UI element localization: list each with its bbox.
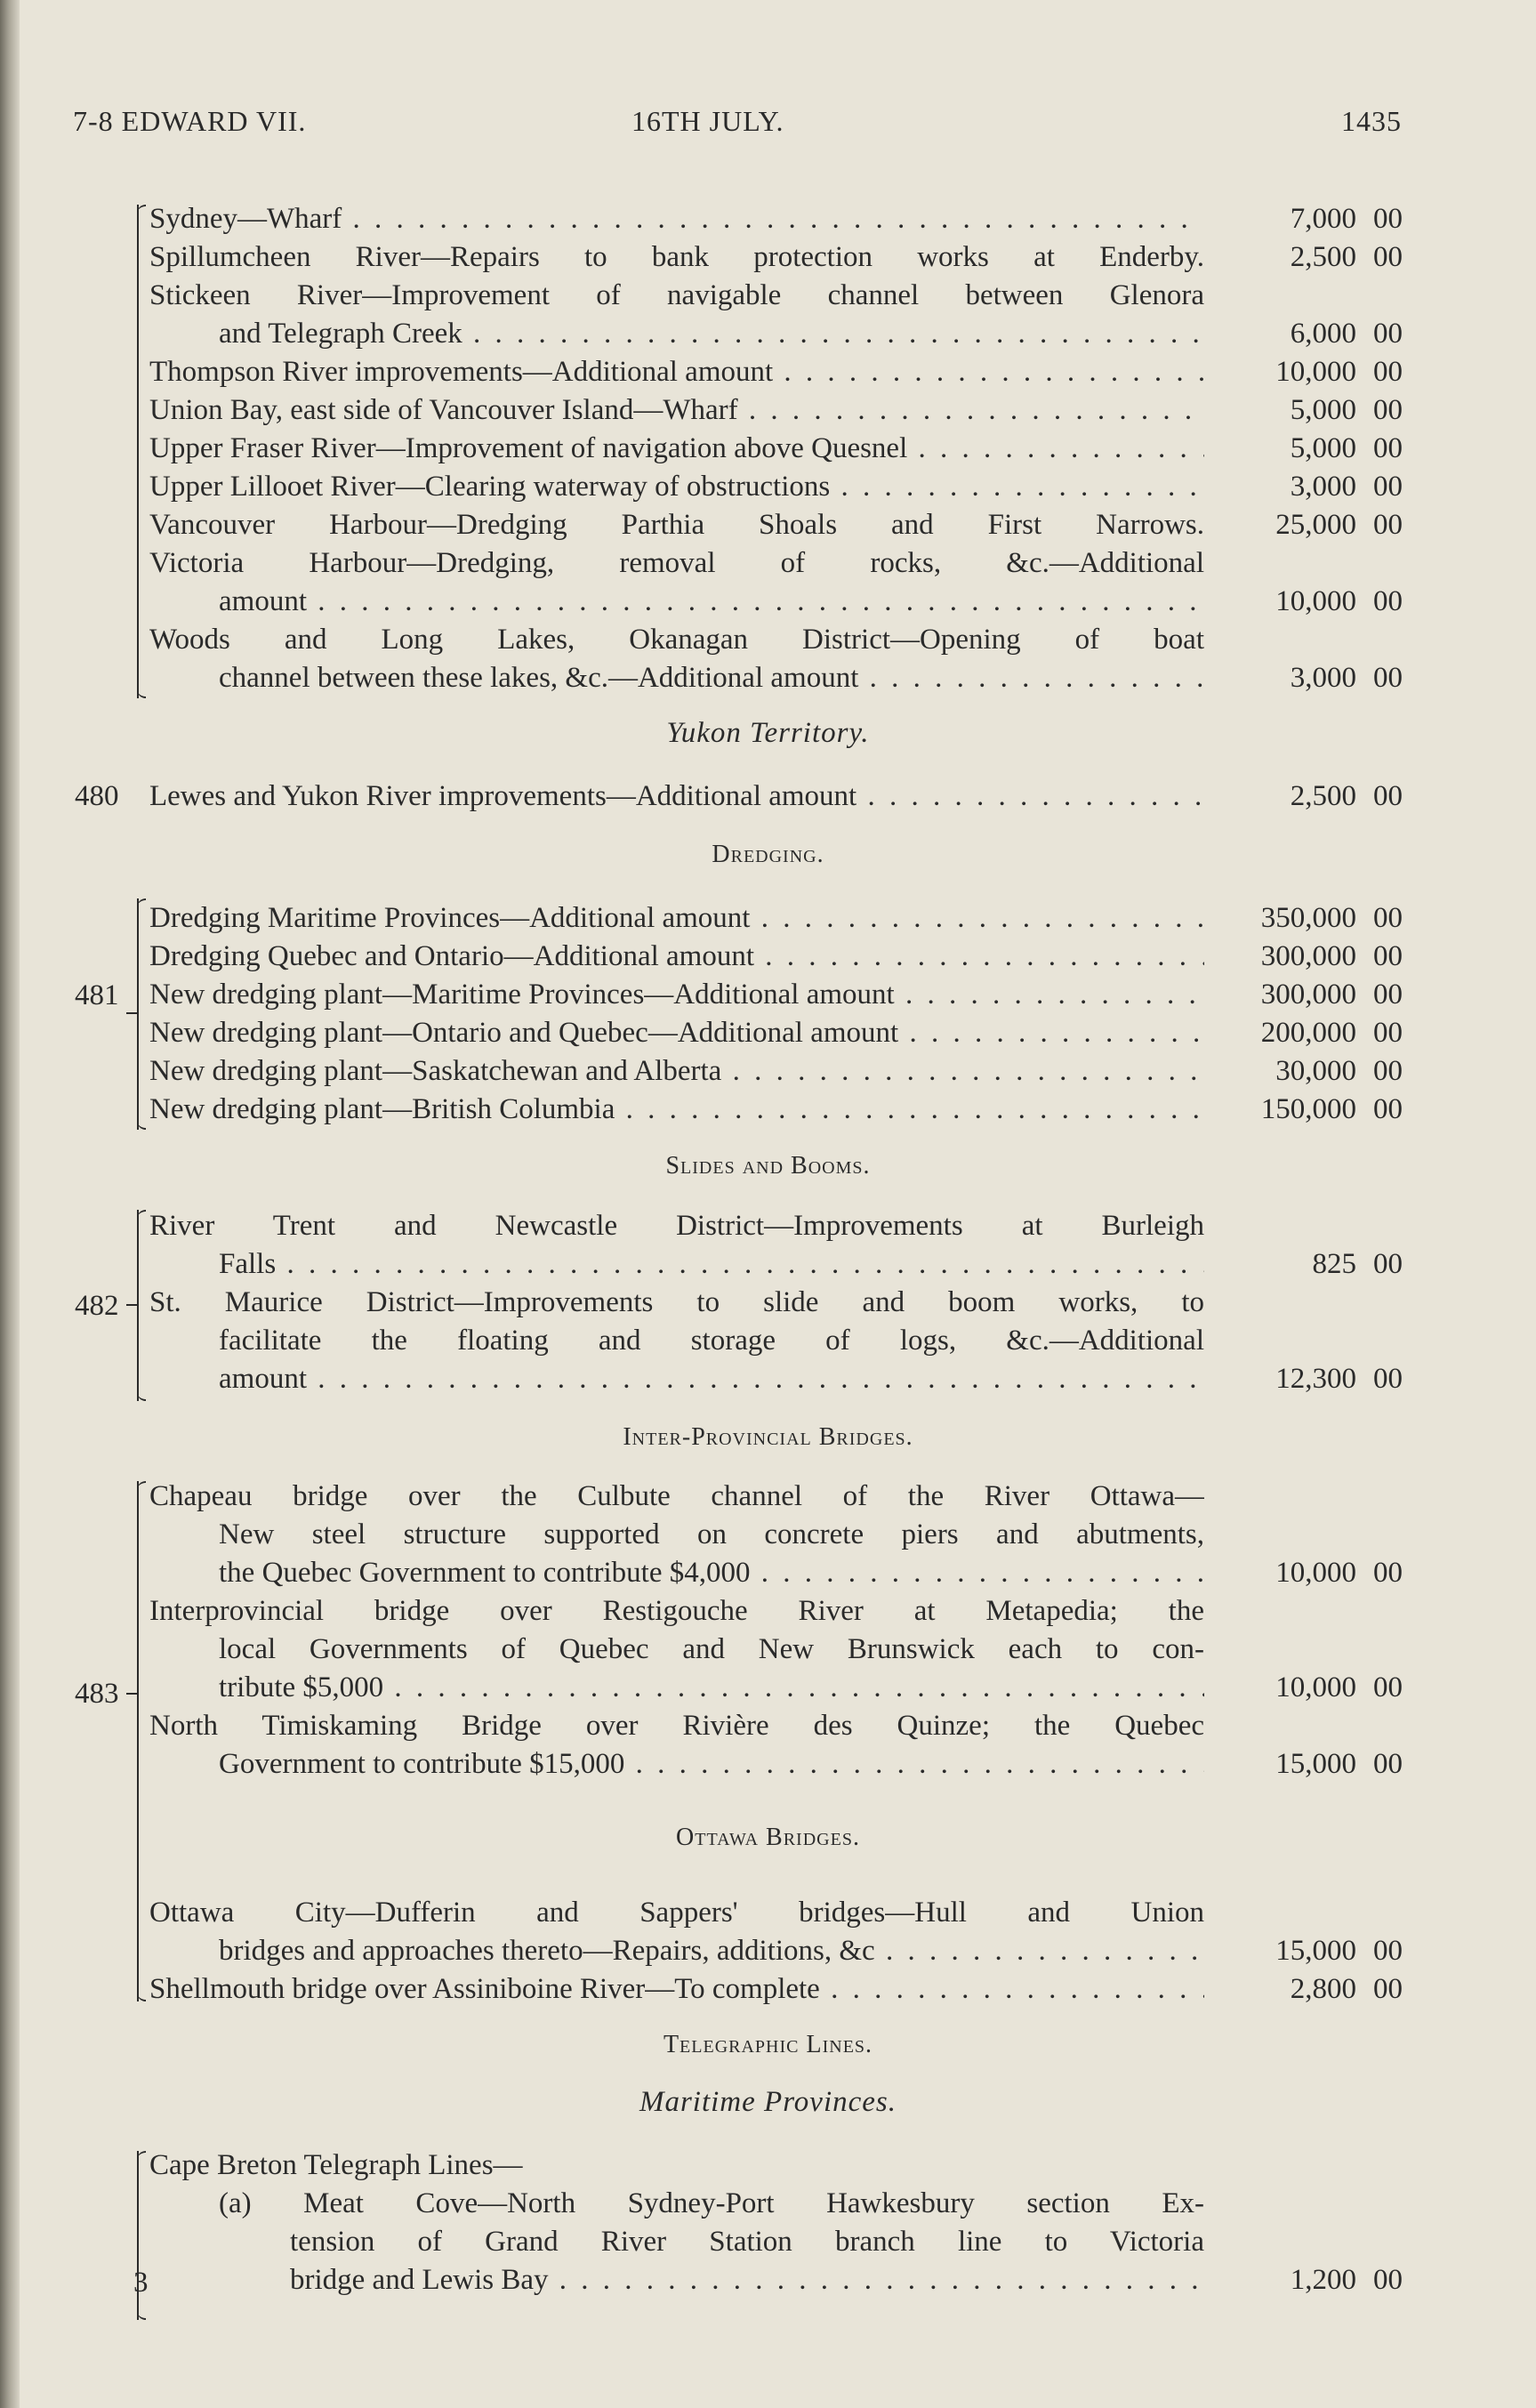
item-cents: 00 — [1373, 318, 1403, 350]
table-row — [0, 937, 1536, 976]
table-row — [0, 2184, 1536, 2223]
item-cents: 00 — [1373, 432, 1403, 464]
table-row — [0, 1591, 1536, 1631]
item-description: Vancouver Harbour—Dredging Parthia Shoals and First Narrows. — [149, 509, 1204, 541]
item-cents: 00 — [1373, 2264, 1403, 2296]
table-row — [0, 544, 1536, 583]
header-date: 16TH JULY. — [631, 105, 784, 137]
item-description: facilitate the floating and storage of logs, &c.—Additional — [219, 1325, 1204, 1357]
item-description: Ottawa City—Dufferin and Sappers' bridges—Hull and Union — [149, 1897, 1204, 1929]
table-row — [0, 1706, 1536, 1745]
item-amount: 15,000 — [1275, 1748, 1356, 1780]
vote-number: 480 — [75, 780, 119, 812]
item-amount: 2,500 — [1290, 241, 1356, 273]
vote-number: 482 — [75, 1290, 119, 1322]
table-row — [0, 1515, 1536, 1554]
item-cents: 00 — [1373, 1671, 1403, 1703]
table-row — [0, 777, 1536, 816]
item-amount: 3,000 — [1290, 471, 1356, 503]
item-cents: 00 — [1373, 902, 1403, 934]
section-title-telegraph: Telegraphic Lines. — [663, 2031, 873, 2058]
item-description: Thompson River improvements—Additional amount . . . — [149, 352, 1204, 391]
section-title-slides: Slides and Booms. — [665, 1152, 871, 1180]
item-amount: 6,000 — [1290, 318, 1356, 350]
item-amount: 15,000 — [1275, 1935, 1356, 1967]
table-row — [0, 1244, 1536, 1284]
item-description: Upper Lillooet River—Clearing waterway of obstructions . . . — [149, 467, 1204, 506]
item-amount: 3,000 — [1290, 662, 1356, 694]
item-amount: 10,000 — [1275, 356, 1356, 388]
item-cents: 00 — [1373, 509, 1403, 541]
table-row — [0, 2146, 1536, 2185]
item-amount: 7,000 — [1290, 203, 1356, 235]
table-row — [0, 429, 1536, 468]
item-description: New steel structure supported on concrete piers and abutments, — [219, 1518, 1204, 1550]
table-row — [0, 582, 1536, 621]
vote-number: 481 — [75, 979, 119, 1011]
item-amount: 200,000 — [1260, 1017, 1356, 1049]
item-cents: 00 — [1373, 1017, 1403, 1049]
item-description: the Quebec Government to contribute $4,000 . . . — [219, 1553, 1204, 1592]
item-description: tribute $5,000 . . . — [219, 1668, 1204, 1707]
table-row — [0, 1553, 1536, 1592]
table-row — [0, 1283, 1536, 1322]
page-number: 1435 — [1341, 105, 1402, 137]
section-title-interprovincial: Inter-Provincial Bridges. — [623, 1423, 913, 1451]
item-cents: 00 — [1373, 979, 1403, 1011]
item-description: and Telegraph Creek . . . — [219, 314, 1204, 353]
table-row — [0, 1013, 1536, 1052]
section-title-dredging: Dredging. — [712, 841, 824, 868]
item-description: Victoria Harbour—Dredging, removal of rocks, &c.—Additional — [149, 547, 1204, 579]
table-row — [0, 1893, 1536, 1932]
item-description: St. Maurice District—Improvements to slide and boom works, to — [149, 1286, 1204, 1318]
table-row — [0, 1668, 1536, 1707]
item-description: Upper Fraser River—Improvement of navigation above Quesnel . . . — [149, 429, 1204, 468]
table-row — [0, 898, 1536, 938]
item-amount: 5,000 — [1290, 394, 1356, 426]
item-amount: 1,200 — [1290, 2264, 1356, 2296]
item-cents: 00 — [1373, 471, 1403, 503]
item-cents: 00 — [1373, 662, 1403, 694]
signature-mark: 3 — [133, 2267, 149, 2299]
table-row — [0, 1321, 1536, 1360]
item-description: New dredging plant—Saskatchewan and Alberta . . . — [149, 1051, 1204, 1091]
item-amount: 300,000 — [1260, 940, 1356, 972]
item-amount: 5,000 — [1290, 432, 1356, 464]
table-row — [0, 1206, 1536, 1245]
item-amount: 2,500 — [1290, 780, 1356, 812]
item-description: New dredging plant—British Columbia . . . — [149, 1090, 1204, 1129]
item-amount: 10,000 — [1275, 1671, 1356, 1703]
table-row — [0, 391, 1536, 430]
item-amount: 12,300 — [1275, 1363, 1356, 1395]
item-description: Spillumcheen River—Repairs to bank protection works at Enderby. — [149, 241, 1204, 273]
item-description: River Trent and Newcastle District—Improvements at Burleigh — [149, 1210, 1204, 1242]
table-row — [0, 975, 1536, 1014]
item-description: amount . . . — [219, 582, 1204, 621]
item-description: Dredging Maritime Provinces—Additional amount . . . — [149, 898, 1204, 938]
item-cents: 00 — [1373, 780, 1403, 812]
item-description: Government to contribute $15,000 . . . — [219, 1744, 1204, 1784]
item-description: bridges and approaches thereto—Repairs, additions, &c . . . — [219, 1931, 1204, 1970]
item-cents: 00 — [1373, 1248, 1403, 1280]
header-session: 7-8 EDWARD VII. — [73, 105, 307, 137]
item-amount: 25,000 — [1275, 509, 1356, 541]
item-description: Falls . . . — [219, 1244, 1204, 1284]
item-description: Shellmouth bridge over Assiniboine River—To complete . . . — [149, 1969, 1204, 2009]
item-description: Lewes and Yukon River improvements—Additional amount . . . — [149, 777, 1204, 816]
item-description: Cape Breton Telegraph Lines— — [149, 2149, 523, 2181]
item-amount: 300,000 — [1260, 979, 1356, 1011]
table-row — [0, 1477, 1536, 1516]
item-description: North Timiskaming Bridge over Rivière des Quinze; the Quebec — [149, 1710, 1204, 1742]
item-cents: 00 — [1373, 1748, 1403, 1780]
table-row — [0, 467, 1536, 506]
item-amount: 10,000 — [1275, 585, 1356, 617]
item-description: bridge and Lewis Bay . . . — [290, 2260, 1204, 2299]
table-row — [0, 1051, 1536, 1091]
item-cents: 00 — [1373, 241, 1403, 273]
item-cents: 00 — [1373, 585, 1403, 617]
table-row — [0, 2222, 1536, 2261]
table-row — [0, 199, 1536, 238]
table-row — [0, 352, 1536, 391]
item-description: Dredging Quebec and Ontario—Additional amount . . . — [149, 937, 1204, 976]
table-row — [0, 238, 1536, 277]
item-description: Woods and Long Lakes, Okanagan District—Opening of boat — [149, 624, 1204, 656]
item-amount: 2,800 — [1290, 1973, 1356, 2005]
item-description: Sydney—Wharf . . . — [149, 199, 1204, 238]
table-row — [0, 1090, 1536, 1129]
item-description: local Governments of Quebec and New Brunswick each to con- — [219, 1633, 1204, 1665]
item-cents: 00 — [1373, 940, 1403, 972]
item-cents: 00 — [1373, 1093, 1403, 1125]
table-row — [0, 276, 1536, 315]
item-amount: 30,000 — [1275, 1055, 1356, 1087]
item-description: channel between these lakes, &c.—Additional amount . . . — [219, 658, 1204, 697]
item-cents: 00 — [1373, 394, 1403, 426]
table-row — [0, 1969, 1536, 2009]
section-title-yukon: Yukon Territory. — [666, 717, 870, 749]
item-description: Union Bay, east side of Vancouver Island—Wharf . . . — [149, 391, 1204, 430]
item-cents: 00 — [1373, 1935, 1403, 1967]
item-amount: 825 — [1312, 1248, 1356, 1280]
item-cents: 00 — [1373, 1973, 1403, 2005]
section-subtitle-maritime: Maritime Provinces. — [639, 2086, 897, 2118]
vote-number: 483 — [75, 1678, 119, 1710]
item-cents: 00 — [1373, 356, 1403, 388]
item-description: Interprovincial bridge over Restigouche River at Metapedia; the — [149, 1595, 1204, 1627]
item-amount: 10,000 — [1275, 1557, 1356, 1589]
table-row — [0, 658, 1536, 697]
table-row — [0, 1359, 1536, 1398]
item-amount: 150,000 — [1260, 1093, 1356, 1125]
item-description: amount . . . — [219, 1359, 1204, 1398]
table-row — [0, 1931, 1536, 1970]
item-cents: 00 — [1373, 1557, 1403, 1589]
item-description: Chapeau bridge over the Culbute channel of the River Ottawa— — [149, 1480, 1204, 1512]
item-description: New dredging plant—Maritime Provinces—Additional amount . . . — [149, 975, 1204, 1014]
item-cents: 00 — [1373, 1055, 1403, 1087]
item-description: Stickeen River—Improvement of navigable channel between Glenora — [149, 279, 1204, 311]
item-amount: 350,000 — [1260, 902, 1356, 934]
table-row — [0, 2260, 1536, 2299]
item-description: tension of Grand River Station branch line to Victoria — [290, 2226, 1204, 2258]
table-row — [0, 1744, 1536, 1784]
table-row — [0, 1630, 1536, 1669]
section-title-ottawa: Ottawa Bridges. — [676, 1824, 860, 1851]
item-cents: 00 — [1373, 1363, 1403, 1395]
table-row — [0, 314, 1536, 353]
item-cents: 00 — [1373, 203, 1403, 235]
item-description: (a) Meat Cove—North Sydney-Port Hawkesbury section Ex- — [219, 2187, 1204, 2219]
item-description: New dredging plant—Ontario and Quebec—Additional amount . . . — [149, 1013, 1204, 1052]
table-row — [0, 620, 1536, 659]
table-row — [0, 505, 1536, 544]
